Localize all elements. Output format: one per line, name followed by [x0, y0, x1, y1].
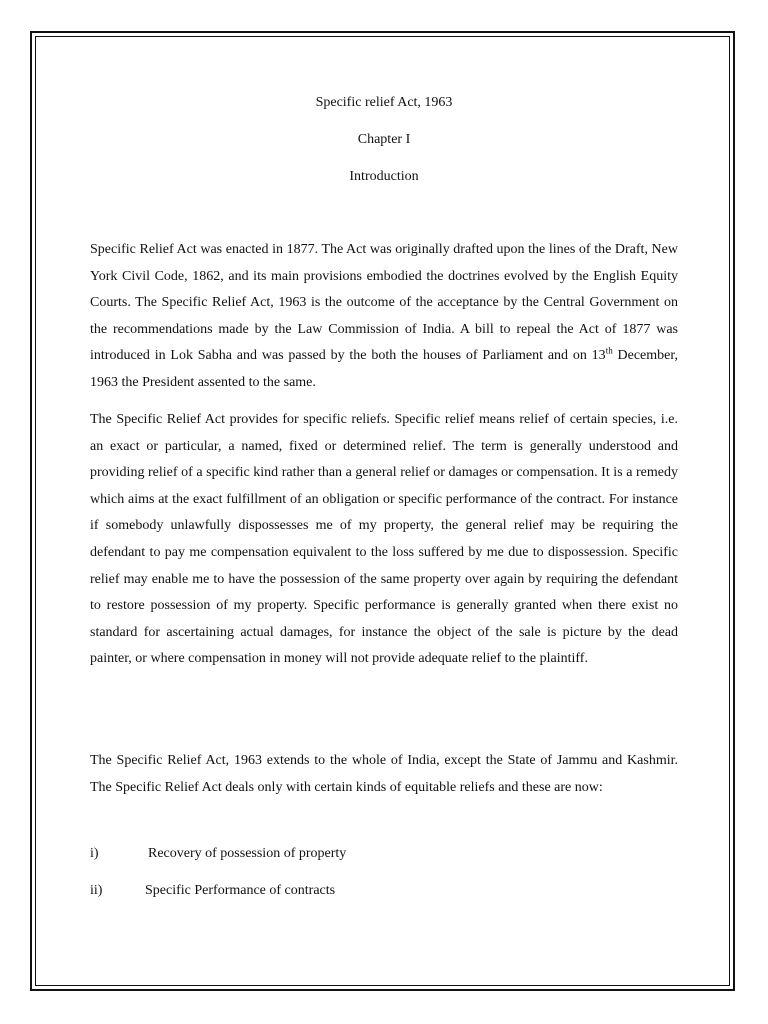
paragraph-history: [90, 237, 678, 397]
list-item-number: i): [90, 846, 99, 861]
paragraph-definition: The Specific Relief Act provides for specific reliefs. Specific relief means relief of certain species, i.e. an exact or particular, a named, fixed or determined relief. The term is generally understood and providing relief of a specific kind rather than a general relief or damages or compensation. It is a remedy which aims at the exact fulfillment of an obligation or specific performance of the contract. For instance if somebody unlawfully dispossesses me of my property, the general relief may be requiring the defendant to pay me compensation equivalent to the loss suffered by me due to dispossession. Specific relief may enable me to have the possession of the same property over again by requiring the defendant to restore possession of my property. Specific performance is generally granted when there exist no standard for ascertaining actual damages, for instance the object of the sale is picture by the dead painter, or where compensation in money will not provide adequate relief to the plaintiff.: [90, 412, 678, 667]
paragraph-extent: The Specific Relief Act, 1963 extends to the whole of India, except the State of Jammu and Kashmir. The Specific Relief Act deals only with certain kinds of equitable reliefs and these are now:: [90, 753, 678, 795]
chapter-heading: Chapter I: [357, 132, 411, 147]
ordinal-superscript: th: [605, 345, 613, 356]
paragraph-history-text-end: December, 1963 the President assented to the same.: [90, 348, 678, 390]
document-title: Specific relief Act, 1963: [315, 95, 453, 110]
section-heading: Introduction: [349, 169, 419, 184]
list-item-number: ii): [90, 883, 103, 898]
list-item-text: Specific Performance of contracts: [145, 883, 336, 898]
paragraph-history-text: Specific Relief Act was enacted in 1877. The Act was originally drafted upon the lines of the Draft, New York Civil Code, 1862, and its main provisions embodied the doctrines evolved by the English Equity Courts. The Specific Relief Act, 1963 is the outcome of the acceptance by the Central Government on the recommendations made by the Law Commission of India. A bill to repeal the Act of 1877 was introduced in Lok Sabha and was passed by the both the houses of Parliament and on 13: [90, 242, 678, 364]
list-item-text: Recovery of possession of property: [148, 846, 347, 861]
